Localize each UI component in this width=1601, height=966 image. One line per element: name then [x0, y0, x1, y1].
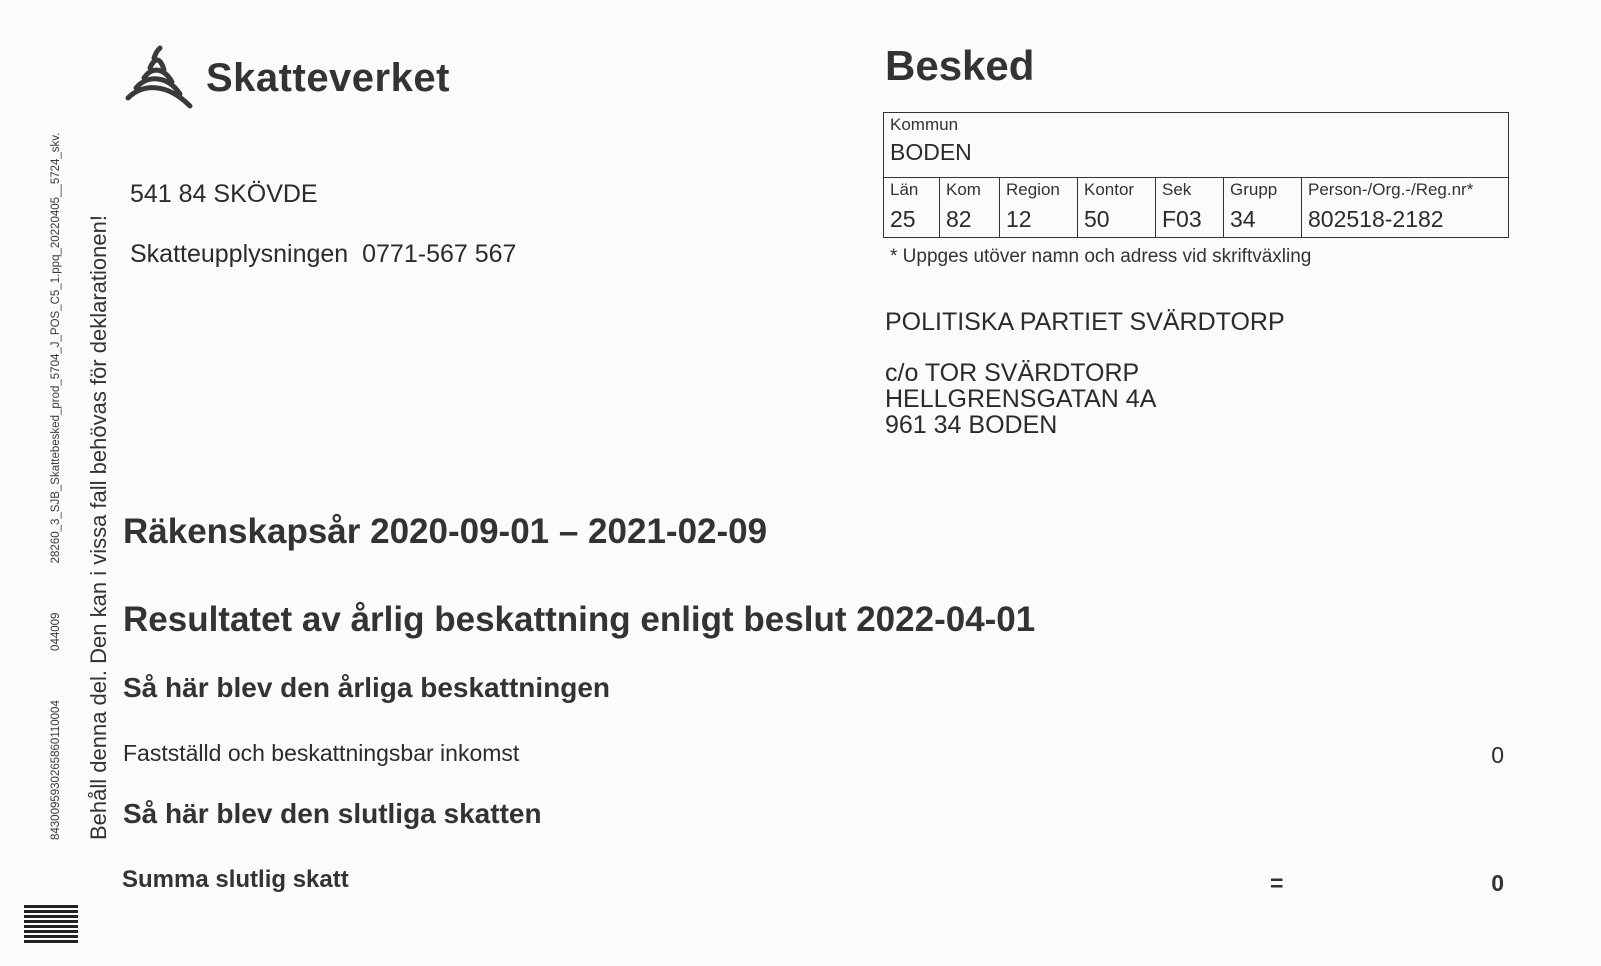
- barcode-icon: [24, 905, 78, 945]
- fiscal-year-heading: Räkenskapsår 2020-09-01 – 2021-02-09: [123, 512, 768, 551]
- field-lan: [884, 178, 940, 238]
- field-value: 50: [1084, 206, 1110, 232]
- field-person-org-nr: [1302, 178, 1509, 238]
- kommun-cell: [884, 113, 1509, 178]
- field-grupp: [1224, 178, 1302, 238]
- field-label: Grupp: [1230, 180, 1278, 199]
- income-label: Fastställd och beskattningsbar inkomst: [123, 740, 520, 766]
- margin-code: 28260_3_SJB_Skattebesked_prod_5704_J_POS_C5_1.ppq_20220405__5724_skv.: [50, 132, 62, 564]
- field-kontor: [1078, 178, 1156, 238]
- field-label: Län: [890, 180, 919, 199]
- margin-document-codes: [50, 87, 62, 840]
- income-value: 0: [1491, 742, 1504, 768]
- table-footnote: * Uppges utöver namn och adress vid skriftväxling: [890, 246, 1312, 267]
- section-final-tax: Så här blev den slutliga skatten: [123, 798, 542, 829]
- field-sek: [1156, 178, 1224, 238]
- margin-code: 044009: [50, 612, 62, 651]
- sender-postal-address: 541 84 SKÖVDE: [130, 180, 318, 208]
- recipient-address-line: HELLGRENSGATAN 4A: [885, 385, 1157, 413]
- result-heading: Resultatet av årlig beskattning enligt beslut 2022-04-01: [123, 600, 1036, 639]
- total-tax-value: 0: [1491, 870, 1504, 896]
- kommun-value: BODEN: [890, 139, 972, 165]
- field-value: 25: [890, 206, 916, 232]
- identification-table: [883, 112, 1509, 238]
- margin-keep-note: Behåll denna del. Den kan i vissa fall behövas för deklarationen!: [86, 215, 111, 840]
- recipient-address: [885, 360, 1156, 438]
- field-kom: [940, 178, 1000, 238]
- equals-sign: =: [1270, 870, 1284, 896]
- field-value: F03: [1162, 206, 1202, 232]
- tax-information-phone: [130, 240, 516, 269]
- field-label: Person-/Org.-/Reg.nr*: [1308, 180, 1474, 199]
- field-value: 12: [1006, 206, 1032, 232]
- field-value: 82: [946, 206, 972, 232]
- recipient-address-line: 961 34 BODEN: [885, 411, 1058, 439]
- field-label: Kom: [946, 180, 981, 199]
- field-label: Region: [1006, 180, 1060, 199]
- recipient-address-line: c/o TOR SVÄRDTORP: [885, 359, 1140, 387]
- field-value: 802518-2182: [1308, 206, 1444, 232]
- field-label: Sek: [1162, 180, 1192, 199]
- margin-code: 8430095930265860110004: [50, 700, 62, 840]
- field-label: Kontor: [1084, 180, 1135, 199]
- section-annual-taxation: Så här blev den årliga beskattningen: [123, 672, 611, 703]
- phone-number[interactable]: 0771-567 567: [362, 240, 517, 268]
- kommun-label: Kommun: [890, 115, 959, 134]
- skatteverket-logo: [122, 44, 450, 112]
- agency-name: Skatteverket: [206, 55, 450, 100]
- crown-swirl-icon: [122, 44, 196, 112]
- total-tax-label: Summa slutlig skatt: [122, 866, 349, 893]
- phone-label: Skatteupplysningen: [130, 240, 349, 268]
- field-region: [1000, 178, 1078, 238]
- document-title: Besked: [885, 42, 1035, 89]
- recipient-name: POLITISKA PARTIET SVÄRDTORP: [885, 308, 1285, 336]
- field-value: 34: [1230, 206, 1256, 232]
